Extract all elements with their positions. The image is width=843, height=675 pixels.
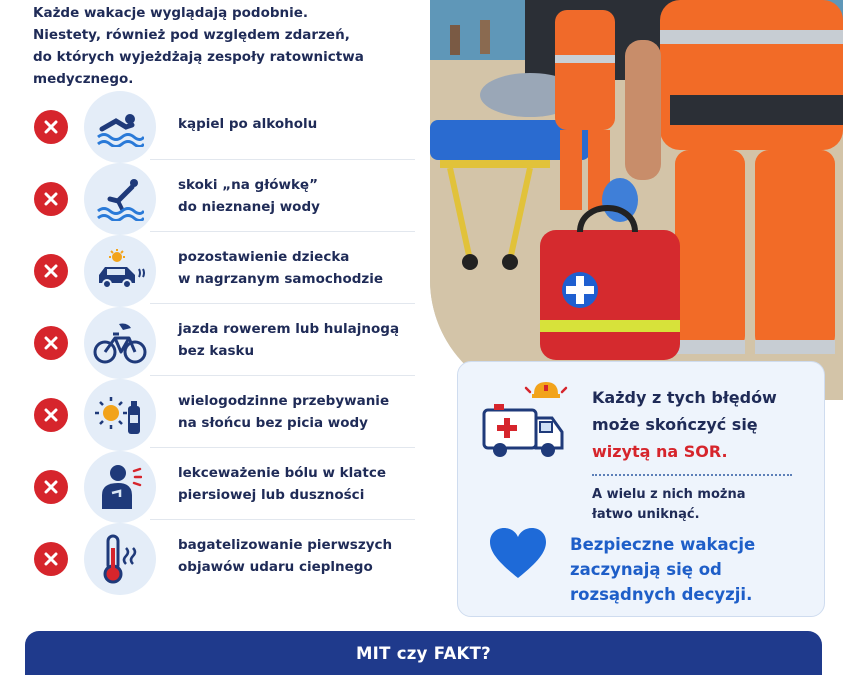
heart-icon <box>488 526 548 584</box>
sun-bottle-icon <box>84 379 156 451</box>
myth-or-fact-title: MIT czy FAKT? <box>355 643 492 663</box>
list-item <box>30 448 415 520</box>
x-icon <box>34 398 68 432</box>
avoid-line-2: łatwo uniknąć. <box>592 507 700 522</box>
swimmer-icon <box>84 91 156 163</box>
risk-text-line-2: bez kasku <box>178 343 255 359</box>
slogan-line-2: zaczynają się od <box>570 560 722 579</box>
myth-or-fact-header <box>25 631 822 675</box>
intro-line-2: Niestety, również pod względem zdarzeń, <box>33 27 350 43</box>
slogan-line-1: Bezpieczne wakacje <box>570 535 756 554</box>
x-icon <box>34 326 68 360</box>
x-icon <box>34 254 68 288</box>
risk-text-line-2: w nagrzanym samochodzie <box>178 271 384 287</box>
list-item <box>30 160 415 232</box>
warning-highlight: wizytą na SOR. <box>592 442 728 461</box>
risk-text-line-1: wielogodzinne przebywanie <box>178 393 390 409</box>
intro-line-1: Każde wakacje wyglądają podobnie. <box>33 5 309 21</box>
diver-icon <box>84 163 156 235</box>
list-item <box>30 88 415 160</box>
list-item <box>30 376 415 448</box>
warning-line-2: może skończyć się <box>592 415 758 434</box>
list-item <box>30 304 415 376</box>
slogan-line-3: rozsądnych decyzji. <box>570 585 753 604</box>
x-icon <box>34 470 68 504</box>
intro-text <box>33 2 453 90</box>
chest-pain-icon <box>84 451 156 523</box>
hot-car-icon <box>84 235 156 307</box>
risk-list <box>30 88 415 592</box>
risk-text-line-1: kąpiel po alkoholu <box>178 116 318 132</box>
intro-line-3: do których wyjeżdżają zespoły ratownictwa medycznego. <box>33 49 364 87</box>
risk-text-line-2: objawów udaru cieplnego <box>178 559 373 575</box>
risk-text-line-2: na słońcu bez picia wody <box>178 415 368 431</box>
thermometer-icon <box>84 523 156 595</box>
risk-text-line-1: jazda rowerem lub hulajnogą <box>178 321 400 337</box>
x-icon <box>34 182 68 216</box>
risk-text-line-1: skoki „na główkę” <box>178 177 318 193</box>
dotted-divider <box>592 474 792 476</box>
risk-text-line-2: do nieznanej wody <box>178 199 320 215</box>
warning-line-1: Każdy z tych błędów <box>592 388 777 407</box>
list-item <box>30 520 415 592</box>
risk-text-line-1: bagatelizowanie pierwszych <box>178 537 393 553</box>
ambulance-icon <box>480 380 576 464</box>
paramedics-photo <box>430 0 843 400</box>
warning-card <box>457 361 825 617</box>
risk-text-line-1: pozostawienie dziecka <box>178 249 350 265</box>
risk-text-line-2: piersiowej lub duszności <box>178 487 365 503</box>
x-icon <box>34 110 68 144</box>
risk-text-line-1: lekceważenie bólu w klatce <box>178 465 386 481</box>
list-item <box>30 232 415 304</box>
x-icon <box>34 542 68 576</box>
avoid-line-1: A wielu z nich można <box>592 487 746 502</box>
bicycle-icon <box>84 307 156 379</box>
